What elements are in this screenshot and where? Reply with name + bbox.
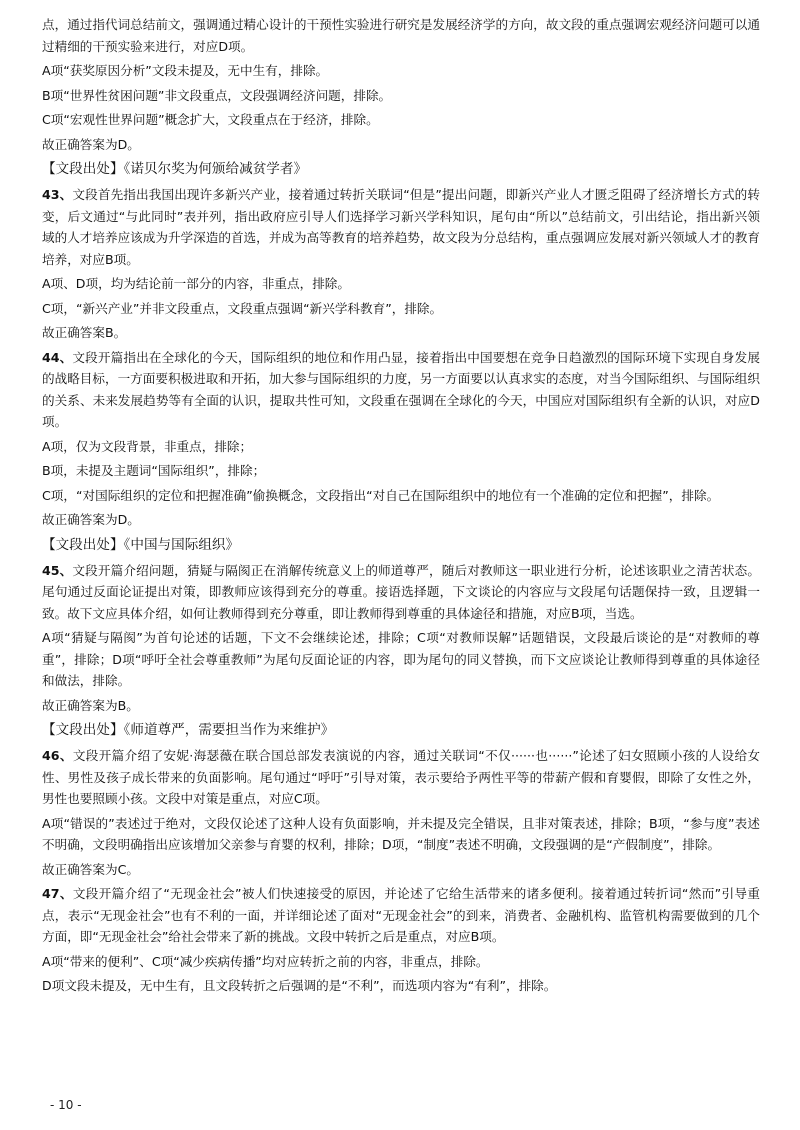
paragraph xyxy=(42,813,760,856)
question-explanation xyxy=(42,560,760,625)
question-explanation xyxy=(42,883,760,948)
source-citation xyxy=(42,158,760,181)
paragraph-text: A项，仅为文段背景，非重点，排除； xyxy=(42,438,253,454)
paragraph xyxy=(42,951,760,973)
question-number: 46、 xyxy=(42,748,73,763)
paragraph-text: 故正确答案为D。 xyxy=(42,512,140,527)
paragraph-text: 点，通过指代词总结前文，强调通过精心设计的干预性实验进行研究是发展经济学的方向，故文段的重点强调宏观经济问题可以通过精细的干预实验来进行，对应D项。 xyxy=(42,17,760,54)
paragraph xyxy=(42,695,760,717)
paragraph xyxy=(42,273,760,295)
source-title: 《中国与国际组织》 xyxy=(123,536,240,553)
source-citation xyxy=(42,719,760,742)
question-explanation xyxy=(42,347,760,433)
paragraph-text: B项，未提及主题词“国际组织”，排除； xyxy=(42,463,266,478)
source-label: 【文段出处】 xyxy=(42,536,124,553)
paragraph xyxy=(42,14,760,57)
source-label: 【文段出处】 xyxy=(42,161,124,177)
paragraph-text: C项，“新兴产业”并非文段重点，文段重点强调“新兴学科教育”，排除。 xyxy=(42,300,443,316)
source-label: 【文段出处】 xyxy=(42,722,124,738)
paragraph-text: C项“宏观性世界问题”概念扩大，文段重点在于经济，排除。 xyxy=(42,112,379,127)
question-number: 47、 xyxy=(42,886,73,901)
source-title: 《诺贝尔奖为何颁给减贫学者》 xyxy=(123,161,308,177)
question-number: 44、 xyxy=(42,349,73,365)
paragraph-text: 文段开篇介绍了安妮·海瑟薇在联合国总部发表演说的内容，通过关联词“不仅······也······”论述了妇女照顾小孩的人设给女性、男性及孩子成长带来的负面影响。尾句通过“呼吁”引导对策，表示要给予两性平等的带薪产假和育婴假，即除了女性之外，男性也要照顾小孩。文段中对策是重点，对应C项。 xyxy=(42,748,760,806)
paragraph xyxy=(42,485,760,507)
paragraph-text: A项“获奖原因分析”文段未提及，无中生有，排除。 xyxy=(42,63,329,78)
paragraph-text: D项文段未提及，无中生有，且文段转折之后强调的是“不利”，而选项内容为“有利”，排除。 xyxy=(42,978,557,993)
paragraph xyxy=(42,859,760,881)
paragraph-text: 故正确答案为B。 xyxy=(42,697,139,713)
question-number: 43、 xyxy=(42,187,73,202)
question-explanation xyxy=(42,745,760,810)
paragraph-text: B项“世界性贫困问题”非文段重点，文段强调经济问题，排除。 xyxy=(42,87,392,103)
paragraph-text: A项“带来的便利”、C项“减少疾病传播”均对应转折之前的内容，非重点，排除。 xyxy=(42,953,489,969)
paragraph xyxy=(42,60,760,82)
question-explanation xyxy=(42,184,760,270)
document-body xyxy=(42,14,760,1000)
question-number: 45、 xyxy=(42,562,73,578)
paragraph xyxy=(42,460,760,482)
paragraph-text: 故正确答案B。 xyxy=(42,325,127,340)
paragraph-text: C项，“对国际组织的定位和把握准确”偷换概念，文段指出“对自己在国际组织中的地位有一个准确的定位和把握”，排除。 xyxy=(42,487,720,503)
paragraph-text: A项、D项，均为结论前一部分的内容，非重点，排除。 xyxy=(42,276,350,291)
paragraph-text: 文段开篇介绍了“无现金社会”被人们快速接受的原因，并论述了它给生活带来的诸多便利。接着通过转折词“然而”引导重点，表示“无现金社会”也有不利的一面，并详细论述了面对“无现金社会”的到来，消费者、金融机构、监管机构需要做到的几个方面，即“无现金社会”给社会带来了新的挑战。文段中转折之后是重点，对应B项。 xyxy=(42,886,760,944)
page-number: - 10 - xyxy=(50,1098,82,1112)
paragraph xyxy=(42,134,760,156)
paragraph xyxy=(42,298,760,320)
source-title: 《师道尊严，需要担当作为来维护》 xyxy=(123,722,335,738)
paragraph xyxy=(42,627,760,692)
paragraph-text: 故正确答案为C。 xyxy=(42,861,139,877)
paragraph xyxy=(42,436,760,458)
paragraph-text: 文段开篇指出在全球化的今天，国际组织的地位和作用凸显，接着指出中国要想在竞争日趋激烈的国际环境下实现自身发展的战略目标，一方面要积极进取和开拓，加大参与国际组织的力度，另一方面要以认真求实的态度，对当今国际组织、与国际组织的关系、未来发展趋势等有全面的认识，提取共性可知，文段重在强调在全球化的今天，中国应对国际组织有全新的认识，对应D项。 xyxy=(42,349,760,429)
paragraph xyxy=(42,85,760,107)
paragraph-text: 文段开篇介绍问题，猜疑与隔阂正在消解传统意义上的师道尊严，随后对教师这一职业进行分析，论述该职业之清苦状态。尾句通过反面论证提出对策，即教师应该得到充分的尊重。接语选择题，下文谈论的内容应与文段尾句话题保持一致，且逻辑一致。故下文应具体介绍，如何让教师得到充分尊重，即让教师得到尊重的具体途径和措施，对应B项，当选。 xyxy=(42,562,760,621)
paragraph xyxy=(42,509,760,531)
paragraph xyxy=(42,109,760,131)
source-citation xyxy=(42,534,760,557)
paragraph xyxy=(42,322,760,344)
paragraph-text: 文段首先指出我国出现许多新兴产业，接着通过转折关联词“但是”提出问题，即新兴产业人才匮乏阻碍了经济增长方式的转变，后文通过“与此同时”表并列，指出政府应引导人们选择学习新兴学科知识，尾句由“所以”总结前文，引出结论，指出新兴领域的人才培养应该成为升学深造的首选，并成为高等教育的培养趋势，故文段为分总结构，重点强调应发展对新兴领域人才的教育培养，对应B项。 xyxy=(42,187,760,267)
paragraph-text: A项“错误的”表述过于绝对，文段仅论述了这种人设有负面影响，并未提及完全错误，且非对策表述，排除；B项，“参与度”表述不明确，文段明确指出应该增加父亲参与育婴的权利，排除；D项，“制度”表述不明确，文段强调的是“产假制度”，排除。 xyxy=(42,815,760,852)
paragraph-text: A项“猜疑与隔阂”为首句论述的话题，下文不会继续论述，排除；C项“对教师误解”话题错误，文段最后谈论的是“对教师的尊重”，排除；D项“呼吁全社会尊重教师”为尾句反面论证的内容，即为尾句的同义替换，而下文应谈论让教师得到尊重的具体途径和做法，排除。 xyxy=(42,630,760,688)
paragraph-text: 故正确答案为D。 xyxy=(42,136,140,152)
paragraph xyxy=(42,975,760,997)
